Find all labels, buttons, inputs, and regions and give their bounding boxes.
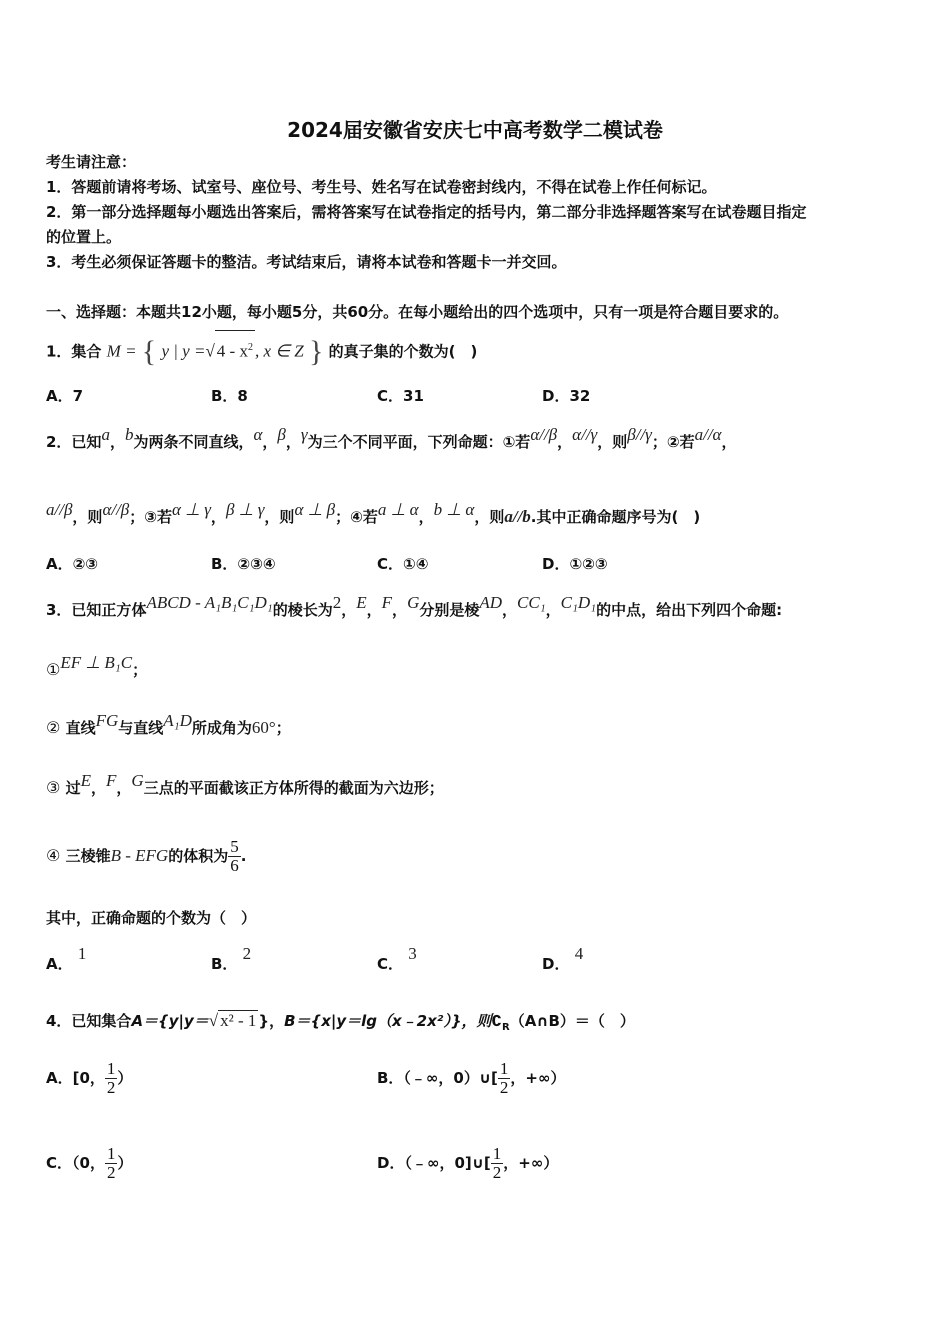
question-1: 1．集合 M = { y | y =√ $4 - x^2$ , x ∈ Z } 的真子集的个数为( ) [46, 330, 477, 369]
question-3: 3．已知正方体ABCD - A₁B₁C₁D₁的棱长为2，E，F，G分别是棱AD，CC₁，C₁D₁的中点，给出下列四个命题: [46, 593, 783, 619]
notice-item-3: 3．考生必须保证答题卡的整洁。考试结束后，请将本试卷和答题卡一并交回。 [46, 253, 567, 271]
q1-option-c: C．31 [377, 387, 424, 405]
q2-option-b: B．②③④ [211, 555, 276, 573]
q1-set-body: y | y = [161, 341, 206, 361]
notice-heading: 考生请注意： [46, 153, 137, 171]
q3-option-c: C． 3 [377, 944, 417, 973]
q1-set-lhs: M = [106, 341, 137, 361]
q3-option-b: B． 2 [211, 944, 252, 973]
question-2-line-1: 2．已知a，b为两条不同直线，α，β，γ为三个不同平面，下列命题：①若α//β，α//γ，则β//γ；②若a//α， [46, 425, 737, 451]
q4-option-c: C．（0， $\frac{1}{2}$ ） [46, 1144, 133, 1182]
q4-option-b: B．（﹣∞，0）∪[ $\frac{1}{2}$ ，+∞） [377, 1059, 566, 1097]
section-heading: 一、选择题：本题共12小题，每小题5分，共60分。在每小题给出的四个选项中，只有一项是符合题目要求的。 [46, 303, 789, 321]
q1-prefix: 1．集合 [46, 342, 102, 361]
q2-option-d: D．①②③ [542, 555, 608, 573]
q2-option-c: C．①④ [377, 555, 429, 573]
question-2-line-2: a//β，则α//β；③若α ⊥ γ，β ⊥ γ，则α ⊥ β；④若a ⊥ α，b ⊥ α，则a//b.其中正确命题序号为( ) [46, 500, 701, 526]
q1-cond: , x ∈ Z [254, 341, 304, 361]
q3-option-a: A． 1 [46, 944, 87, 973]
notice-item-2-cont: 的位置上。 [46, 228, 122, 246]
q3-proposition-3: ③ 过E，F，G三点的平面截该正方体所得的截面为六边形； [46, 771, 444, 797]
q1-option-a: A．7 [46, 387, 84, 405]
notice-item-1: 1．答题前请将考场、试室号、座位号、考生号、姓名写在试卷密封线内，不得在试卷上作任何标记。 [46, 178, 717, 196]
q1-radical: $4 - x^2$ [215, 330, 255, 369]
q1-option-d: D．32 [542, 387, 591, 405]
q1-suffix: 的真子集的个数为( ) [328, 342, 478, 361]
question-4: 4．已知集合A＝{y|y＝√ x² - 1 }，B＝{x|y＝lg（x﹣2x²）}，则$∁_R(A\cap B)=$（ ） [46, 1011, 635, 1033]
q3-proposition-4: ④ 三棱锥B - EFG的体积为 $\frac{5}{6}$ . [46, 837, 247, 875]
q1-option-b: B．8 [211, 387, 248, 405]
q3-proposition-1: ①EF ⊥ B₁C； [46, 653, 148, 679]
q2-option-a: A．②③ [46, 555, 99, 573]
page-title: 2024届安徽省安庆七中高考数学二模试卷 [287, 118, 663, 142]
q4-option-a: A．[0， $\frac{1}{2}$ ） [46, 1059, 133, 1097]
notice-item-2: 2．第一部分选择题每小题选出答案后，需将答案写在试卷指定的括号内，第二部分非选择题答案写在试卷题目指定 [46, 203, 807, 221]
q3-ask: 其中，正确命题的个数为（ ） [46, 909, 257, 927]
q4-option-d: D．（﹣∞，0]∪[ $\frac{1}{2}$ ，+∞） [377, 1144, 559, 1182]
q3-proposition-2: ② 直线FG与直线A₁D所成角为60°； [46, 711, 291, 737]
q3-option-d: D． 4 [542, 944, 584, 973]
q3-fraction: $\frac{5}{6}$ [230, 837, 239, 875]
q4-radical: x² - 1 [220, 1011, 257, 1030]
